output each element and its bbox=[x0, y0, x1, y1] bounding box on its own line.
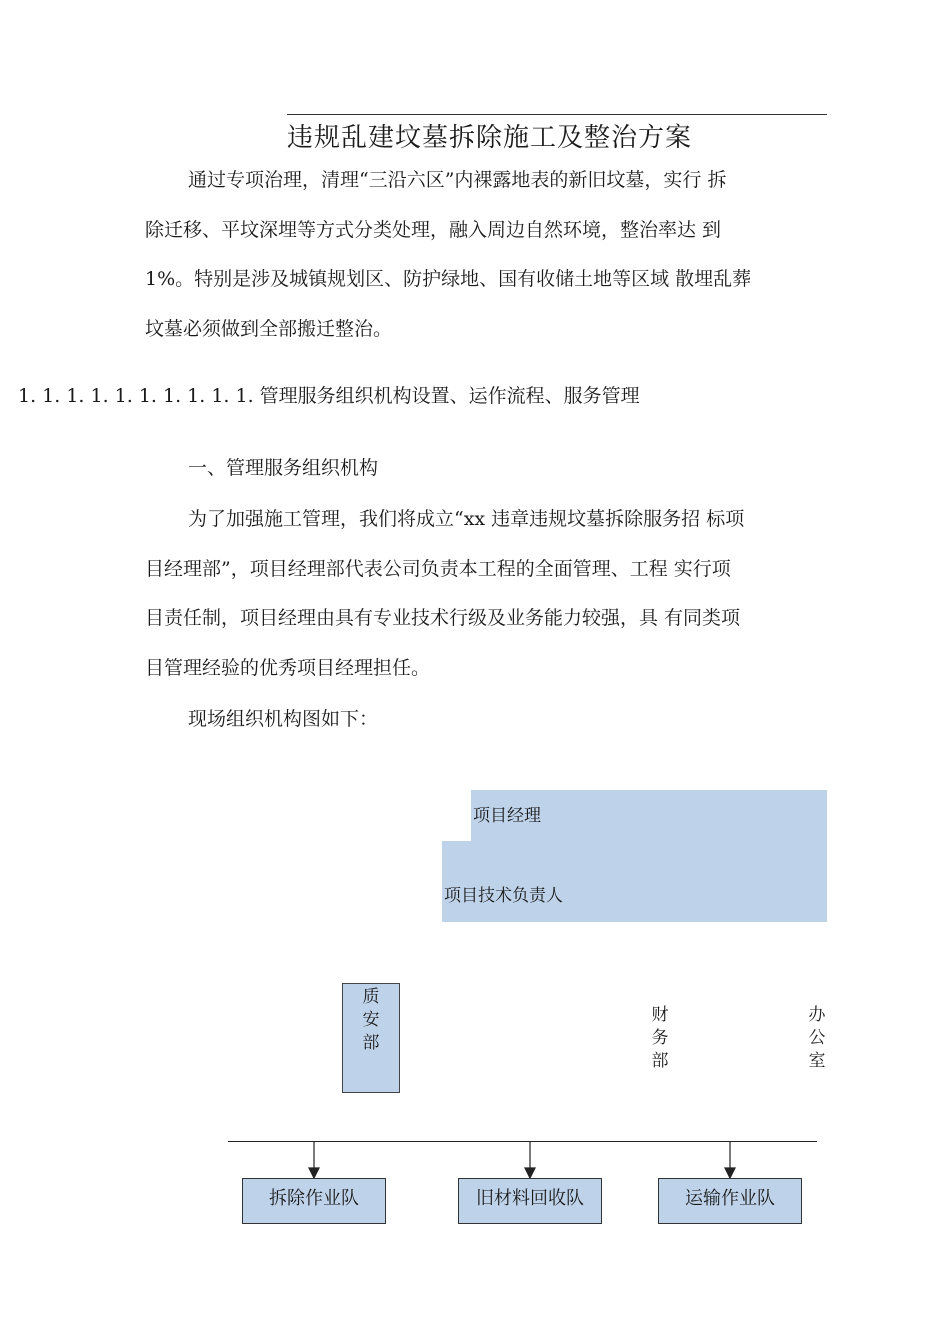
demolition-team-box: 拆除作业队 bbox=[242, 1178, 386, 1224]
intro-line: 1%。特别是涉及城镇规划区、防护绿地、国有收储土地等区域 散埋乱葬 bbox=[145, 268, 752, 290]
intro-line: 坟墓必须做到全部搬迁整治。 bbox=[145, 317, 393, 340]
manager-label: 项目经理 bbox=[473, 806, 541, 826]
tech-lead-label: 项目技术负责人 bbox=[444, 886, 563, 906]
body-line: 目管理经验的优秀项目经理担任。 bbox=[145, 656, 431, 679]
arrow-head bbox=[309, 1168, 319, 1178]
sub-heading: 一、管理服务组织机构 bbox=[188, 457, 379, 479]
recycling-team-box: 旧材料回收队 bbox=[458, 1178, 602, 1224]
quality-safety-label: 质 安 部 bbox=[362, 987, 380, 1053]
finance-label: 财 务 部 bbox=[651, 1005, 669, 1071]
transport-team-box: 运输作业队 bbox=[658, 1178, 802, 1224]
body-line: 目经理部”，项目经理部代表公司负责本工程的全面管理、工程 实行项 bbox=[145, 557, 731, 580]
body-line: 目责任制，项目经理由具有专业技术行级及业务能力较强，具 有同类项 bbox=[145, 607, 741, 629]
intro-line: 除迁移、平坟深埋等方式分类处理，融入周边自然环境，整治率达 到 bbox=[145, 218, 722, 241]
office-label: 办 公 室 bbox=[808, 1005, 826, 1071]
section-heading: 1. 1. 1. 1. 1. 1. 1. 1. 1. 1. 管理服务组织机构设置、运作流程、服务管理 bbox=[18, 385, 640, 407]
document-title: 违规乱建坟墓拆除施工及整治方案 bbox=[287, 123, 693, 153]
chart-intro-text: 现场组织机构图如下： bbox=[188, 708, 379, 730]
arrow-head bbox=[525, 1168, 535, 1178]
arrow-head bbox=[725, 1168, 735, 1178]
body-line: 为了加强施工管理，我们将成立“xx 违章违规坟墓拆除服务招 标项 bbox=[188, 508, 745, 530]
intro-line: 通过专项治理，清理“三沿六区”内裸露地表的新旧坟墓，实行 拆 bbox=[188, 169, 727, 191]
